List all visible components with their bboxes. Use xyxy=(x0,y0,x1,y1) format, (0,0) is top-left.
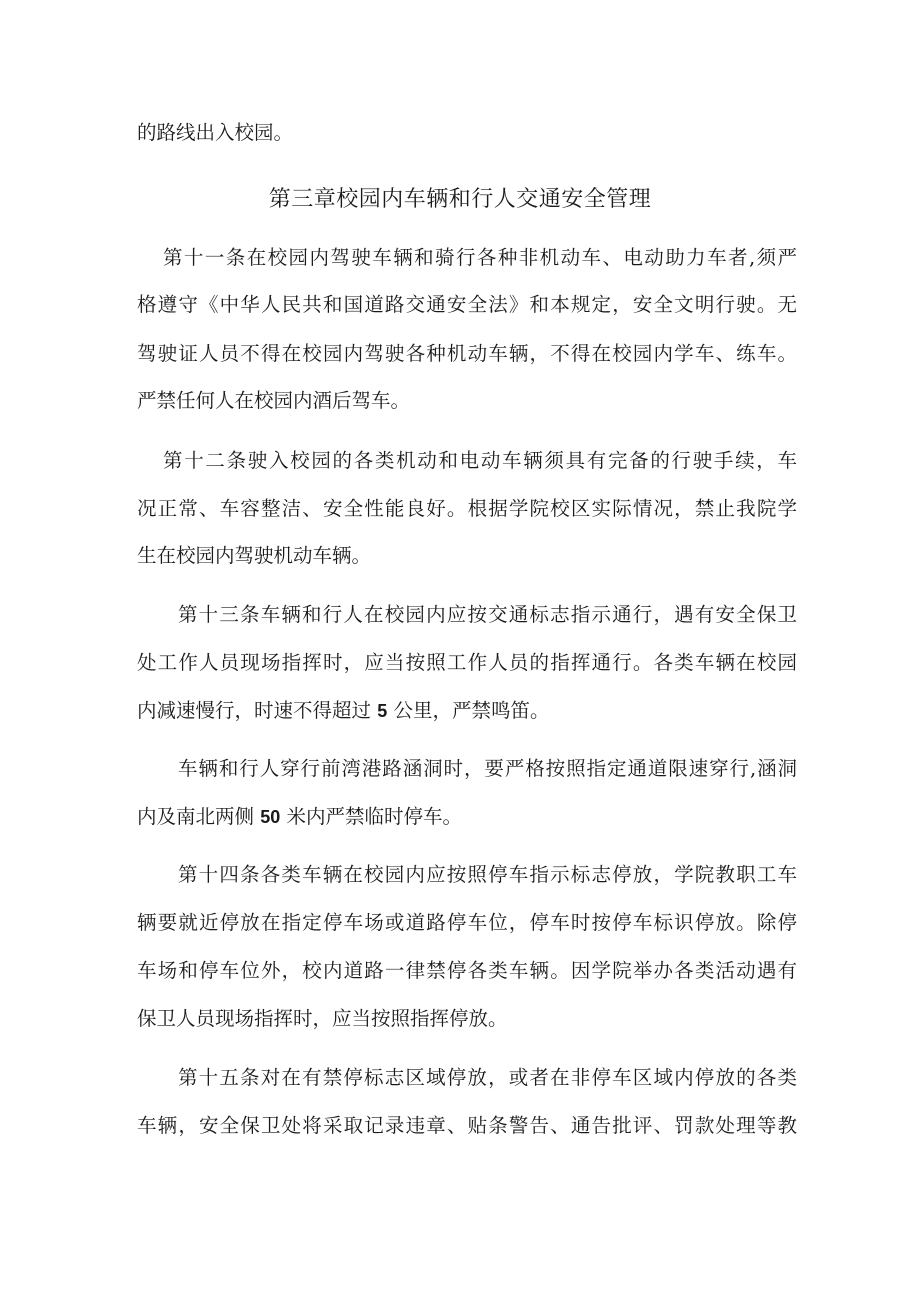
paragraph-line xyxy=(137,698,797,724)
paragraph-line: 第十一条在校园内驾驶车辆和骑行各种非机动车、电动助力车者,须严 xyxy=(163,246,797,269)
paragraph-line: 车辆，安全保卫处将采取记录违章、贴条警告、通告批评、罚款处理等教 xyxy=(137,1114,797,1137)
paragraph-line: 第十五条对在有禁停标志区域停放，或者在非停车区域内停放的各类 xyxy=(178,1066,797,1089)
paragraph-line: 辆要就近停放在指定停车场或道路停车位，停车时按停车标识停放。除停 xyxy=(137,911,797,934)
paragraph-line: 第十四条各类车辆在校园内应按照停车指示标志停放，学院教职工车 xyxy=(178,863,797,886)
text-segment: 内减速慢行，时速不得超过 xyxy=(137,699,372,722)
paragraph-line: 第十二条驶入校园的各类机动和电动车辆须具有完备的行驶手续，车 xyxy=(163,449,797,472)
paragraph-line: 第十三条车辆和行人在校园内应按交通标志指示通行，遇有安全保卫 xyxy=(178,603,797,626)
text-segment: 内及南北两侧 xyxy=(137,805,255,828)
paragraph-line: 驾驶证人员不得在校园内驾驶各种机动车辆，不得在校园内学车、练车。 xyxy=(137,342,797,365)
paragraph-line: 保卫人员现场指挥时，应当按照指挥停放。 xyxy=(137,1007,508,1030)
paragraph-line: 严禁任何人在校园内酒后驾车。 xyxy=(137,389,411,412)
paragraph-line: 格遵守《中华人民共和国道路交通安全法》和本规定，安全文明行驶。无 xyxy=(137,293,797,316)
paragraph-line: 生在校园内驾驶机动车辆。 xyxy=(137,544,372,567)
paragraph-line: 处工作人员现场指挥时，应当按照工作人员的指挥通行。各类车辆在校园 xyxy=(137,651,797,674)
paragraph-line: 车辆和行人穿行前湾港路涵洞时，要严格按照指定通道限速穿行,涵洞 xyxy=(178,757,797,780)
paragraph-line: 车场和停车位外，校内道路一律禁停各类车辆。因学院举办各类活动遇有 xyxy=(137,959,797,982)
distance-value: 50 xyxy=(260,807,281,827)
carryover-line: 的路线出入校园。 xyxy=(137,121,294,144)
text-segment: 米内严禁临时停车。 xyxy=(286,805,462,828)
text-segment: 公里，严禁鸣笛。 xyxy=(393,699,550,722)
speed-limit-value: 5 xyxy=(377,701,388,721)
chapter-title: 第三章校园内车辆和行人交通安全管理 xyxy=(268,187,652,212)
paragraph-line: 况正常、车容整洁、安全性能良好。根据学院校区实际情况，禁止我院学 xyxy=(137,497,797,520)
paragraph-line xyxy=(137,804,797,830)
